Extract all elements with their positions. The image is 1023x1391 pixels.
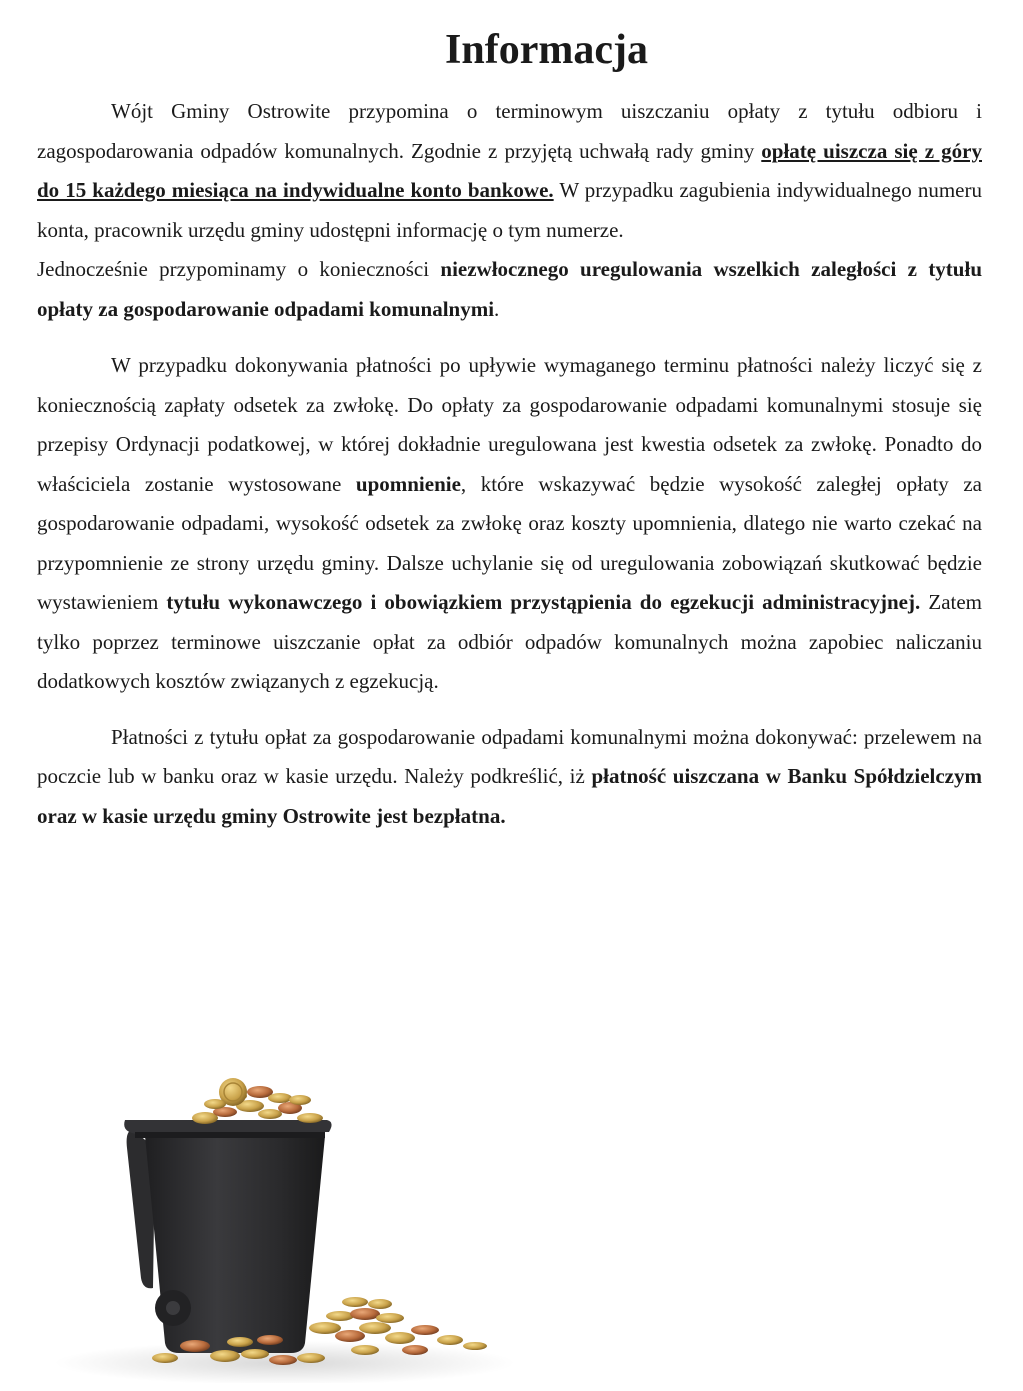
reminder-term: upomnienie: [355, 471, 461, 496]
enforcement-notice: tytułu wykonawczego i obowiązkiem przystąpienia do egzekucji administracyjnej.: [166, 590, 921, 614]
paragraph-1: Wójt Gminy Ostrowite przypomina o terminowym uiszczaniu opłaty z tytułu odbioru i zagospodarowania odpadów komunalnych. Zgodnie z przyjętą uchwałą rady gminy opłatę uiszcza się z góry do 15 każdego miesiąca na indywidualne konto bankowe. W przypadku zagubienia indywidualnego numeru konta, pracownik urzędu gminy udostępni informację o tym numerze. Jednocześnie przypominamy o konieczności niezwłocznego uregulowania wszelkich zaległości z tytułu opłaty za gospodarowanie odpadami komunalnymi.: [37, 99, 982, 321]
document-body: [37, 92, 982, 851]
free-payment-notice: płatność uiszczana w Banku Spółdzielczym oraz w kasie urzędu gminy Ostrowite jest bezpłatna.: [37, 764, 982, 828]
bin-with-coins-illustration: [55, 1078, 540, 1383]
page-title: Informacja: [445, 27, 648, 73]
paragraph-3: Płatności z tytułu opłat za gospodarowanie odpadami komunalnymi można dokonywać: przelewem na poczcie lub w banku oraz w kasie urzędu. Należy podkreślić, iż płatność uiszczana w Banku Spółdzielczym oraz w kasie urzędu gminy Ostrowite jest bezpłatna.: [37, 724, 982, 828]
paragraph-2: W przypadku dokonywania płatności po upływie wymaganego terminu płatności należy liczyć się z koniecznością zapłaty odsetek za zwłokę. Do opłaty za gospodarowanie odpadami komunalnymi stosuje się przepisy Ordynacji podatkowej, w której dokładnie uregulowana jest kwestia odsetek za zwłokę. Ponadto do właściciela zostanie wystosowane upomnienie, które wskazywać będzie wysokość zaległej opłaty za gospodarowanie odpadami, wysokość odsetek za zwłokę oraz koszty upomnienia, dlatego nie warto czekać na przypomnienie ze strony urzędu gminy. Dalsze uchylanie się od uregulowania zobowiązań skutkować będzie wystawieniem tytułu wykonawczego i obowiązkiem przystąpienia do egzekucji administracyjnej. Zatem tylko poprzez terminowe uiszczanie opłat za odbiór odpadów komunalnych można zapobiec naliczaniu dodatkowych kosztów związanych z egzekucją.: [37, 353, 982, 693]
arrears-notice: niezwłocznego uregulowania wszelkich zaległości z tytułu opłaty za gospodarowanie odpadami komunalnymi: [37, 257, 982, 321]
payment-deadline-notice: opłatę uiszcza się z góry do 15 każdego miesiąca na indywidualne konto bankowe.: [37, 138, 982, 202]
